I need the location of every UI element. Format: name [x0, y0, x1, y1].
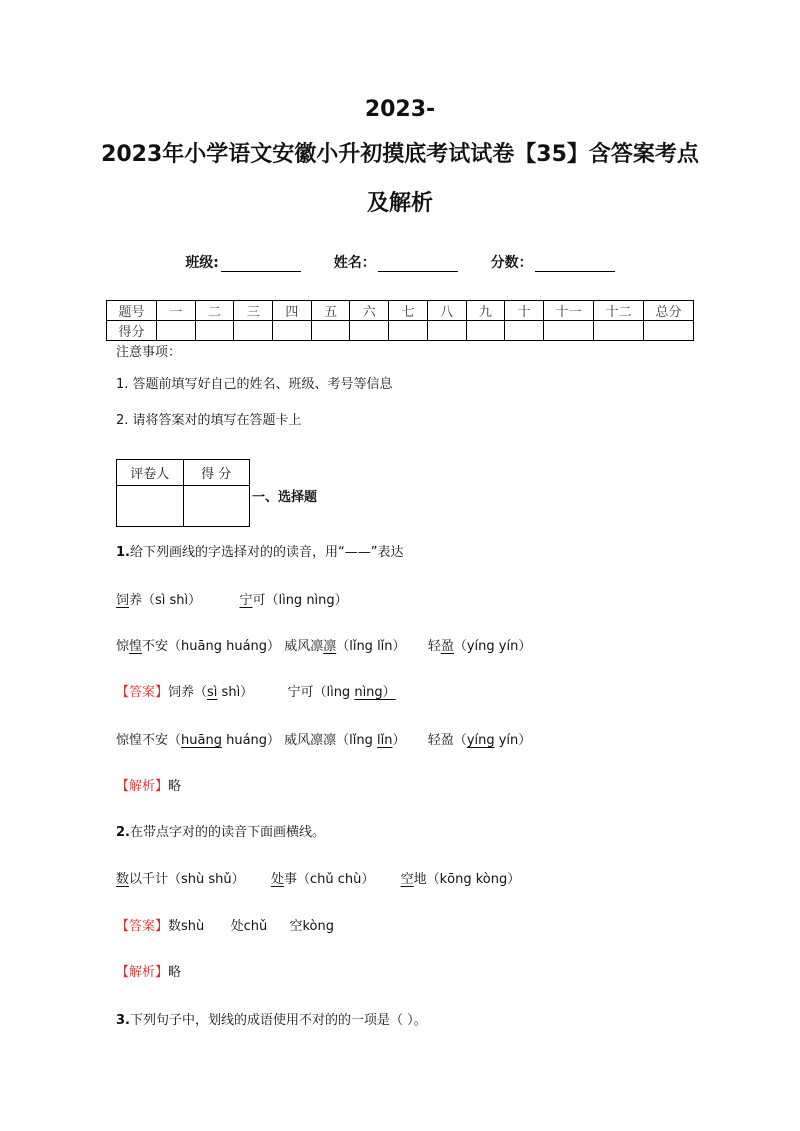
grader-cell[interactable]	[117, 486, 184, 527]
score-cell[interactable]	[234, 321, 273, 341]
section-title: 一、选择题	[252, 490, 318, 505]
option-text: 事（chǔ chù）	[283, 872, 375, 887]
underlined-char: 盈	[440, 639, 454, 654]
answer-underlined: yíng	[466, 733, 495, 748]
score-header-cell: 一	[157, 301, 196, 321]
question-text: 下列句子中，划线的成语使用不对的的一项是（ ）。	[129, 1013, 427, 1028]
question-number: 3.	[116, 1013, 130, 1028]
notes-heading: 注意事项：	[116, 345, 182, 360]
underlined-char: 凛	[323, 639, 337, 654]
score-blank	[535, 257, 615, 272]
score-header-cell: 六	[350, 301, 389, 321]
question-number: 1.	[116, 545, 130, 560]
underlined-char: 饲	[116, 593, 130, 608]
score-header-cell: 总分	[644, 301, 694, 321]
score-table	[106, 300, 694, 341]
analysis-text: 略	[168, 965, 182, 980]
q1-option-line-1	[116, 592, 348, 610]
score-cell[interactable]	[427, 321, 466, 341]
q1-analysis	[116, 778, 181, 796]
score-header: 得 分	[183, 460, 250, 486]
score-cell[interactable]	[311, 321, 350, 341]
class-blank	[221, 257, 301, 272]
score-header-cell: 九	[466, 301, 505, 321]
underlined-char: 惶	[129, 639, 143, 654]
score-cell[interactable]	[594, 321, 644, 341]
grader-header: 评卷人	[117, 460, 184, 486]
question-text: 在带点字对的的读音下面画横线。	[129, 825, 325, 840]
score-cell[interactable]	[505, 321, 544, 341]
analysis-text: 略	[168, 779, 182, 794]
analysis-tag: 【解析】	[116, 965, 169, 980]
answer-text: 空kòng	[289, 919, 334, 934]
student-info-row	[0, 252, 800, 272]
score-cell[interactable]	[350, 321, 389, 341]
score-cell[interactable]	[389, 321, 428, 341]
question-2	[116, 824, 325, 842]
answer-text: ）	[392, 733, 406, 748]
notes-item-1: 1. 答题前填写好自己的姓名、班级、考号等信息	[116, 377, 393, 392]
option-text: 地（kōng kòng）	[413, 872, 521, 887]
score-row-label: 得分	[107, 321, 157, 341]
q1-option-line-2	[116, 638, 531, 656]
q2-answer	[116, 918, 334, 936]
grader-table	[116, 459, 250, 527]
score-cell[interactable]	[544, 321, 594, 341]
question-1	[116, 544, 403, 562]
score-header-cell: 题号	[107, 301, 157, 321]
underlined-char: 处	[270, 872, 284, 887]
score-header-cell: 七	[389, 301, 428, 321]
underlined-char: 数	[116, 872, 130, 887]
score-cell[interactable]	[273, 321, 312, 341]
score-header-cell: 十一	[544, 301, 594, 321]
underlined-char: 空	[400, 872, 414, 887]
title-line-1: 2023-	[364, 97, 436, 122]
answer-text: huáng）	[221, 733, 281, 748]
question-text: 给下列画线的字选择对的的读音，用“——”表达	[129, 545, 404, 560]
score-cell[interactable]	[644, 321, 694, 341]
option-text: （lǐng lǐn）	[336, 639, 406, 654]
answer-text: yín）	[494, 733, 532, 748]
answer-text: 轻盈（	[427, 733, 467, 748]
option-text: 可（lìng nìng）	[252, 593, 348, 608]
score-header-cell: 八	[427, 301, 466, 321]
answer-text: 处chǔ	[230, 919, 268, 934]
title-line-3: 及解析	[366, 191, 433, 216]
question-3	[116, 1012, 427, 1030]
score-header-cell: 二	[195, 301, 234, 321]
analysis-tag: 【解析】	[116, 779, 169, 794]
q2-analysis	[116, 964, 181, 982]
answer-underlined: lǐn	[377, 733, 393, 748]
answer-text: 数shù	[168, 919, 205, 934]
answer-text: 惊惶不安（	[116, 733, 182, 748]
answer-tag: 【答案】	[116, 685, 169, 700]
score-header-cell: 四	[273, 301, 312, 321]
option-text: 惊	[116, 639, 130, 654]
option-text: 威风凛	[284, 639, 324, 654]
underlined-char: 宁	[239, 593, 253, 608]
answer-text: 宁可（lìng	[287, 685, 355, 700]
question-number: 2.	[116, 825, 130, 840]
name-blank	[378, 257, 458, 272]
answer-text: 饲养（	[168, 685, 208, 700]
answer-underlined: huāng	[181, 733, 222, 748]
answer-text: 威风凛凛（lǐng	[284, 733, 378, 748]
option-text: （yíng yín）	[453, 639, 532, 654]
answer-text: shì）	[217, 685, 254, 700]
answer-underlined: sì	[207, 685, 218, 700]
score-table-score-row	[107, 321, 694, 341]
grader-score-cell[interactable]	[183, 486, 250, 527]
option-text: 轻	[427, 639, 441, 654]
score-header-cell: 十	[505, 301, 544, 321]
notes-item-2: 2. 请将答案对的填写在答题卡上	[116, 413, 302, 428]
title-line-2: 2023年小学语文安徽小升初摸底考试试卷【35】含答案考点	[101, 142, 699, 167]
option-text: 以千计（shù shǔ）	[129, 872, 245, 887]
q1-answer-line-2	[116, 732, 531, 750]
q1-answer-line-1	[116, 684, 396, 702]
score-cell[interactable]	[157, 321, 196, 341]
q2-option-line	[116, 871, 520, 889]
score-cell[interactable]	[466, 321, 505, 341]
score-table-header-row	[107, 301, 694, 321]
score-header-cell: 三	[234, 301, 273, 321]
score-header-cell: 十二	[594, 301, 644, 321]
option-text: 养（sì shì）	[129, 593, 202, 608]
score-cell[interactable]	[195, 321, 234, 341]
class-field: 班级:	[185, 252, 301, 272]
answer-tag: 【答案】	[116, 919, 169, 934]
score-field: 分数：	[491, 252, 615, 272]
score-header-cell: 五	[311, 301, 350, 321]
answer-underlined: nìng）	[354, 685, 396, 700]
option-text: 不安（huāng huáng）	[142, 639, 281, 654]
name-field: 姓名：	[334, 252, 458, 272]
